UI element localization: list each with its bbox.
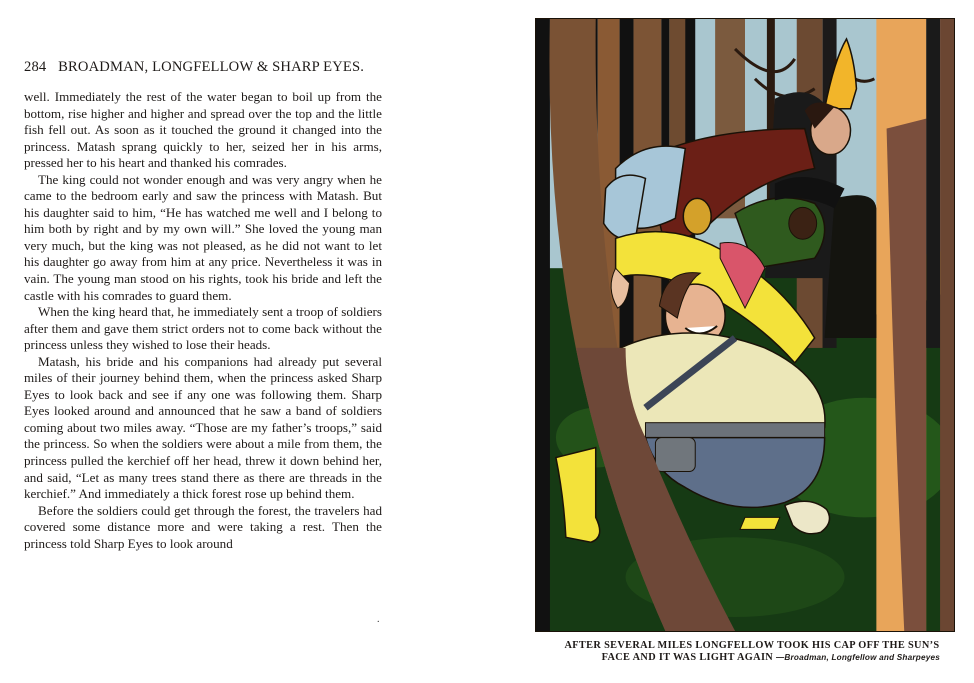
paragraph: Before the soldiers could get through the forest, the travelers had covered some distance more and were taking a rest. Then the princess told Sharp Eyes to look around [24, 502, 382, 551]
paragraph: well. Immediately the rest of the water began to boil up from the bottom, rise higher and higher and spread over the top and the little fish fell out. As soon as it touched the ground it changed into the princess. Matash sprang quickly to her, seized her in his arms, pressed her to his heart and thanked his comrades. [24, 89, 382, 171]
body-text [24, 89, 382, 552]
caption-line-1: AFTER SEVERAL MILES LONGFELLOW TOOK HIS CAP OFF THE SUN’S [564, 640, 940, 651]
chapter-title: BROADMAN, LONGFELLOW & SHARP EYES. [58, 59, 365, 75]
page-number: 284 [24, 59, 47, 75]
caption-line-2-text: FACE AND IT WAS LIGHT AGAIN [601, 652, 774, 664]
plate-caption [540, 640, 952, 665]
paragraph: The king could not wonder enough and was very angry when he came to the bedroom early and saw the princess with Matash. But his daughter said to him, “He has watched me well and I belong to him both by right and by my own will.” She loved the young man very much, but the king was not pleased, as he did not want to let his daughter go away from him at any price. Nevertheless it was in vain. The young man stood on his rights, took his bride and left the castle with his comrades to guard them. [24, 171, 382, 303]
running-head [24, 59, 384, 76]
paragraph: Matash, his bride and his companions had already put several miles of their journey behind them, when the princess asked Sharp Eyes to look back and see if any one was following them. Sharp Eyes looked around and announced that he saw a band of soldiers coming about two miles away. “Those are my father’s troops,” said the princess. So when the soldiers were about a mile from them, the princess pulled the kerchief off her head, threw it down behind her, and said, “Let as many trees stand there as there are threads in the kerchief.” And immediately a thick forest rose up behind them. [24, 353, 382, 502]
stray-mark: . [377, 614, 380, 625]
forest-scene-illustration [536, 19, 954, 631]
color-plate-illustration [535, 18, 955, 632]
caption-credit: —Broadman, Longfellow and Sharpeyes [776, 653, 940, 663]
caption-line-2 [540, 652, 952, 664]
paragraph: When the king heard that, he immediately sent a troop of soldiers after them and gave them strict orders not to come back without the princess unless they wished to lose their heads. [24, 304, 382, 353]
left-page [0, 0, 400, 683]
